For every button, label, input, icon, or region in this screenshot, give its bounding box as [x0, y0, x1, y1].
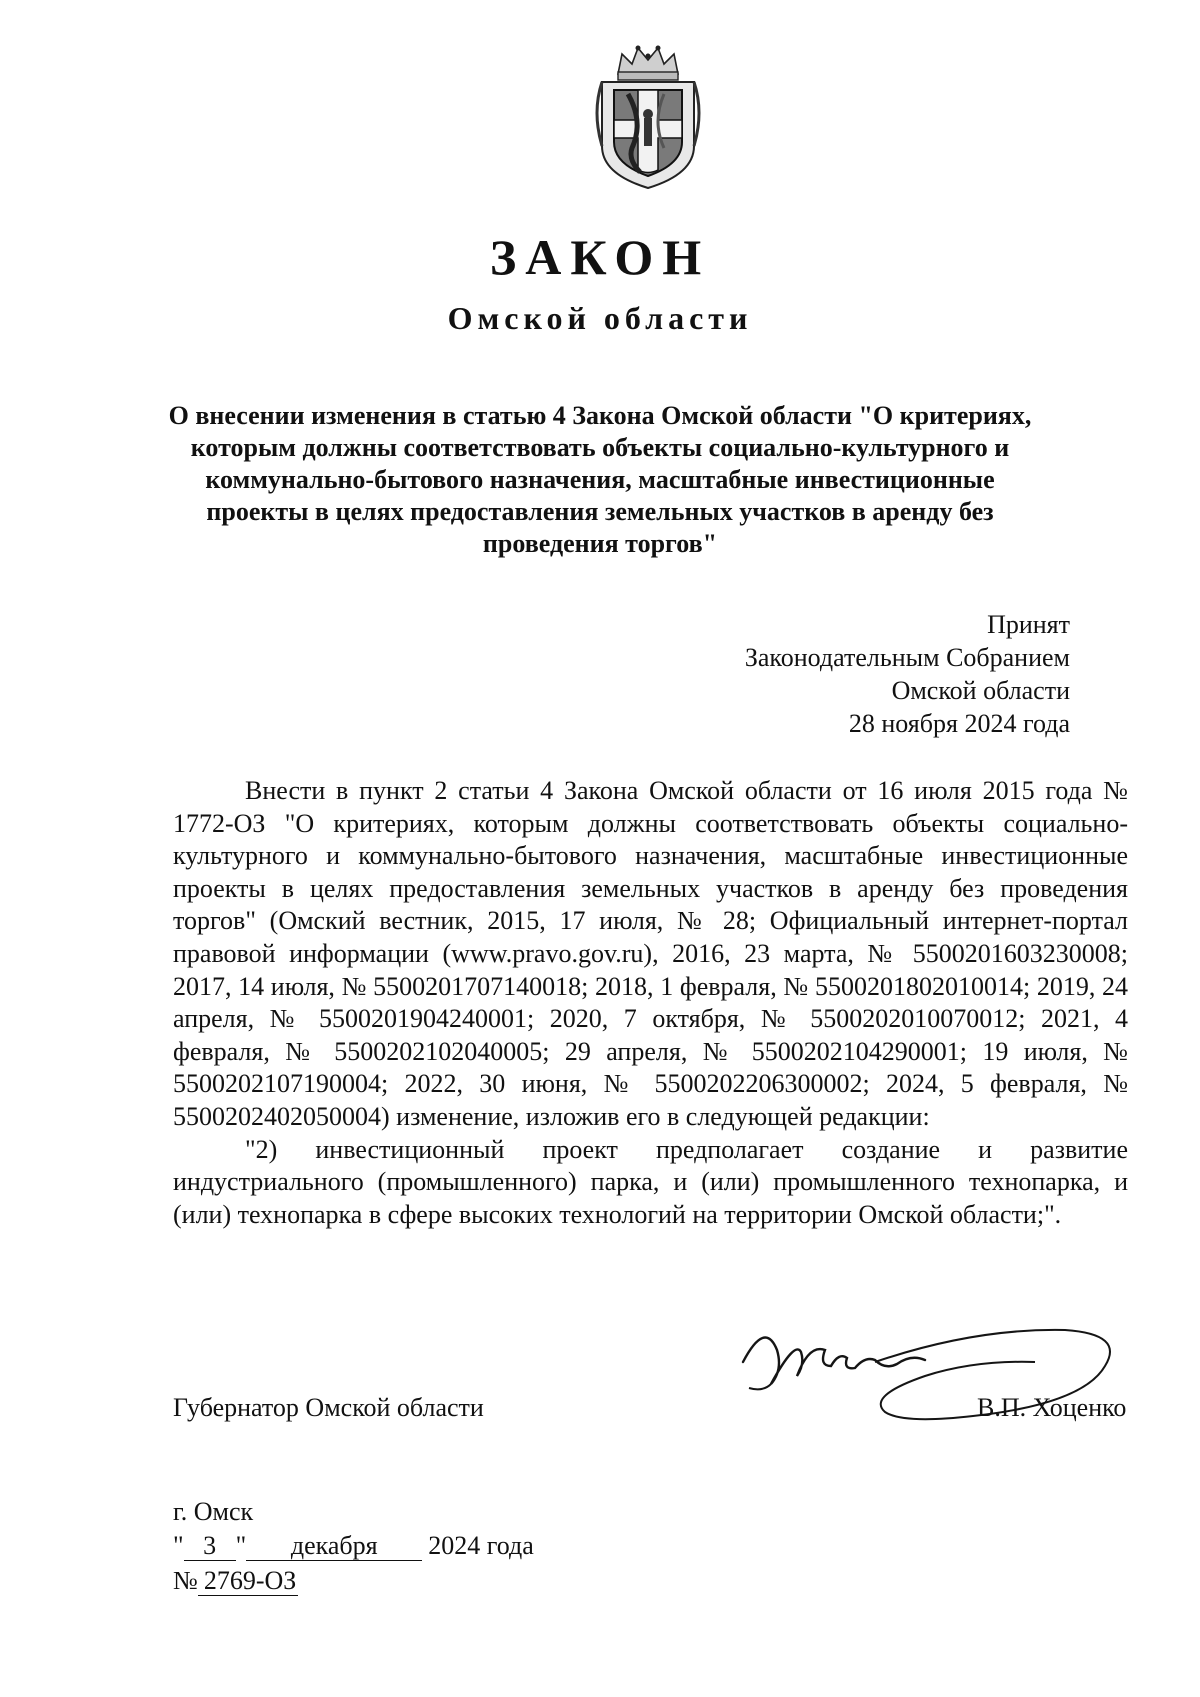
law-title: О внесении изменения в статью 4 Закона Омской области "О критериях, которым должны соответствовать объекты социально-культурного и коммунально-бытового назначения, масштабные инвестиционные проекты в целях предоставления земельных участков в аренду без проведения торгов"	[168, 401, 1032, 558]
number-sign: №	[173, 1566, 198, 1595]
signatory-position: Губернатор Омской области	[173, 1393, 484, 1422]
adoption-line-3: Омской области	[891, 676, 1070, 705]
date-month: декабря	[246, 1532, 422, 1561]
date-day: 3	[184, 1532, 236, 1561]
signing-place: г. Омск	[173, 1497, 254, 1526]
date-year: 2024 года	[428, 1531, 534, 1560]
law-number-line	[173, 1566, 298, 1596]
document-type-heading: ЗАКОН	[489, 229, 711, 285]
signatory-name: В.П. Хоценко	[977, 1393, 1127, 1422]
adoption-line-2: Законодательным Собранием	[744, 643, 1070, 672]
adoption-block	[745, 608, 1070, 740]
body-paragraph-1: Внести в пункт 2 статьи 4 Закона Омской области от 16 июля 2015 года № 1772-ОЗ "О критериях, которым должны соответствовать объекты социально-культурного и коммунально-бытового назначения, масштабные инвестиционные проекты в целях предоставления земельных участков в аренду без проведения торгов" (Омский вестник, 2015, 17 июля, № 28; Официальный интернет-портал правовой информации (www.pravo.gov.ru), 2016, 23 марта, № 5500201603230008; 2017, 14 июля, № 5500201707140018; 2018, 1 февраля, № 5500201802010014; 2019, 24 апреля, № 5500201904240001; 2020, 7 октября, № 5500202010070012; 2021, 4 февраля, № 5500202102040005; 29 апреля, № 5500202104290001; 19 июля, № 5500202107190004; 2022, 30 июня, № 5500202206300002; 2024, 5 февраля, № 5500202402050004) изменение, изложив его в следующей редакции:	[173, 776, 1128, 1131]
region-subheading: Омской области	[447, 300, 753, 336]
signing-date	[173, 1531, 534, 1561]
adoption-line-1: Принят	[987, 610, 1070, 639]
law-body	[173, 775, 1128, 1231]
coat-of-arms-emblem	[588, 42, 708, 190]
date-quote-open: "	[173, 1531, 184, 1560]
law-number: 2769-ОЗ	[198, 1567, 298, 1596]
date-quote-close: "	[235, 1531, 247, 1560]
body-paragraph-2: "2) инвестиционный проект предполагает создание и развитие индустриального (промышленного) парка, и (или) промышленного технопарка, и (или) технопарка в сфере высоких технологий на территории Омской области;".	[173, 1134, 1128, 1229]
adoption-date: 28 ноября 2024 года	[848, 709, 1070, 738]
